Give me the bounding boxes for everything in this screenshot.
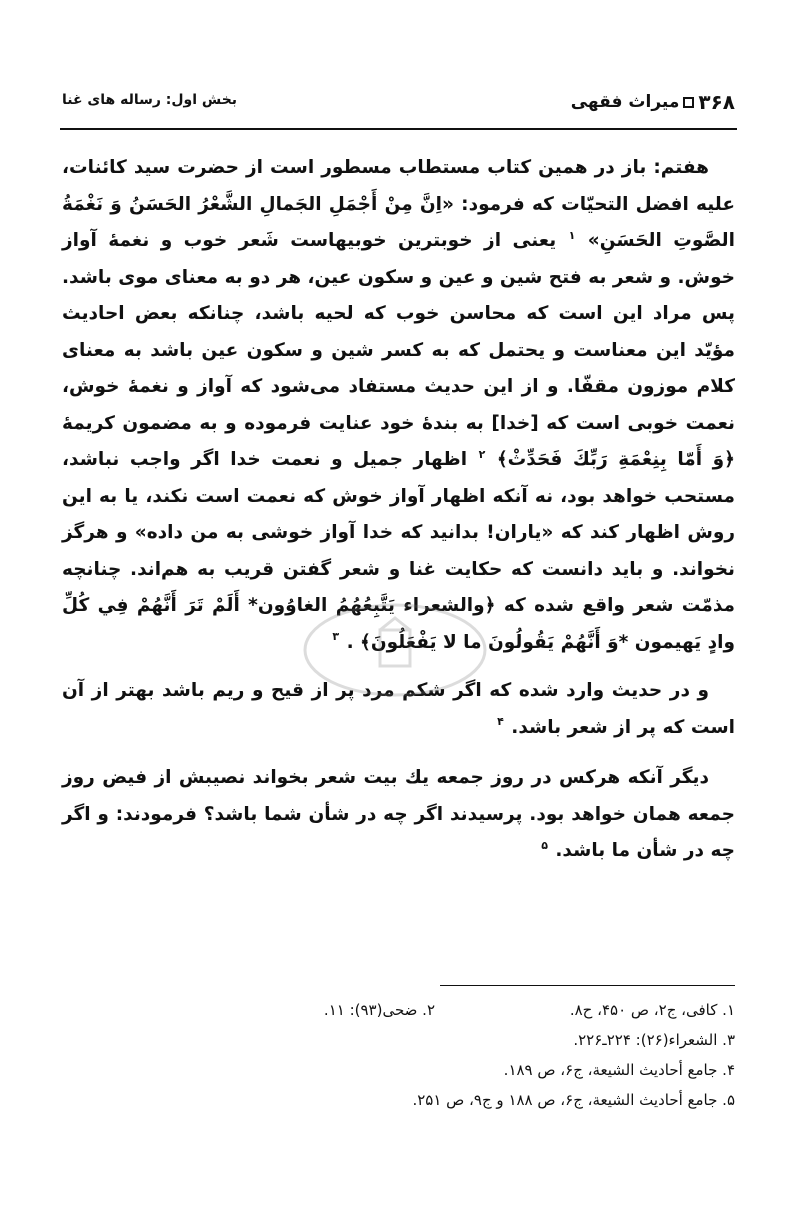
- footnote-row: [62, 1085, 735, 1115]
- paragraph-text: هفتم: باز در همین کتاب مستطاب مسطور است از حضرت سید کائنات، علیه افضل التحیّات که فرمود: «اِنَّ مِنْ أَجْمَلِ الجَمالِ الشَّعْرُ الحَسَنُ وَ نَغْمَةُ الصَّوتِ الحَسَنِ»: [62, 157, 735, 251]
- footnote-2: ۲. ضحی(۹۳): ۱۱.: [323, 1001, 435, 1019]
- footnote-5: ۵. جامع أحادیث الشیعة، ج۶، ص ۱۸۸ و ج۹، ص ۲۵۱.: [412, 1091, 735, 1109]
- paragraph-text: دیگر آنکه هرکس در روز جمعه یك بیت شعر بخواند نصیبش از فیض روز جمعه همان خواهد بود. پرسیدند اگر چه در شأن شما باشد؟ فرمودند: و اگر چه در شأن ما باشد.: [62, 767, 735, 861]
- page-number: ۳۶۸: [698, 90, 735, 114]
- footnote-4: ۴. جامع أحادیث الشیعة، ج۶، ص ۱۸۹.: [503, 1061, 735, 1079]
- paragraph-1: [62, 150, 735, 661]
- paragraph-text: یعنی از خوبترین خوبیهاست شَعر خوب و نغمهٔ آواز خوش. و شعر به فتح شین و عین و سکون عین، هر دو به معنای موی باشد. پس مراد این است که محاسن خوب که لحیه باشد، چنانکه بعض احادیث مؤیّد این معناست و یحتمل که به کسر شین و سکون عین باشد به معنای کلام موزون مقفّا. و از این حدیث مستفاد می‌شود که آواز و نغمهٔ خوش، نعمت خوبی است که [خدا] به بندهٔ خود عنایت فرموده و به مضمون کریمهٔ ﴿وَ أَمّا بِنِعْمَةِ رَبِّكَ فَحَدِّثْ﴾: [62, 230, 735, 470]
- header-page-info: [571, 90, 735, 114]
- paragraph-text: اظهار جمیل و نعمت خدا اگر واجب نباشد، مستحب خواهد بود، نه آنکه اظهار آواز خوش که نعمت است نکند، یا به این روش اظهار کند که «یاران! بدانید که خدا آواز خوشی به من داده» و هرگز نخواند. و باید دانست که حکایت غنا و شعر گفتن قریب به هم‌اند. چنانچه مذمّت شعر واقع شده که ﴿والشعراء یَتَّبِعُهُمُ الغاوُون* أَلَمْ تَرَ أَنَّهُمْ فِي كُلِّ وادٍ یَهیمون *وَ أَنَّهُمْ یَقُولُونَ ما لا یَفْعَلُونَ﴾ .: [62, 449, 735, 653]
- square-icon: [683, 97, 694, 108]
- footnote-ref-3[interactable]: ۳: [332, 630, 340, 644]
- footnote-ref-2[interactable]: ۲: [478, 447, 486, 461]
- running-header: [62, 90, 735, 118]
- footnote-divider: [440, 985, 735, 986]
- paragraph-text: و در حدیث وارد شده که اگر شکم مرد پر از قیح و ریم باشد بهتر از آن است که پر از شعر باشد.: [62, 680, 735, 738]
- footnotes: [62, 995, 735, 1115]
- footnote-row: [62, 1055, 735, 1085]
- footnote-1: ۱. کافی، ج۲، ص ۴۵۰، ح۸.: [569, 1001, 735, 1019]
- paragraph-3: [62, 760, 735, 870]
- footnote-ref-1[interactable]: ۱: [568, 228, 576, 242]
- header-divider: [60, 128, 737, 130]
- footnote-ref-4[interactable]: ۴: [497, 715, 504, 729]
- footnote-row: [62, 995, 735, 1025]
- footnote-row: [62, 1025, 735, 1055]
- library-seal-watermark-icon: [300, 600, 490, 700]
- section-title: بخش اول: رساله های غنا: [62, 92, 238, 108]
- book-title: میراث فقهی: [570, 92, 680, 112]
- main-text: [62, 150, 735, 884]
- footnote-ref-5[interactable]: ۵: [541, 838, 548, 852]
- footnote-3: ۳. الشعراء(۲۶): ۲۲۴ـ۲۲۶.: [573, 1031, 735, 1049]
